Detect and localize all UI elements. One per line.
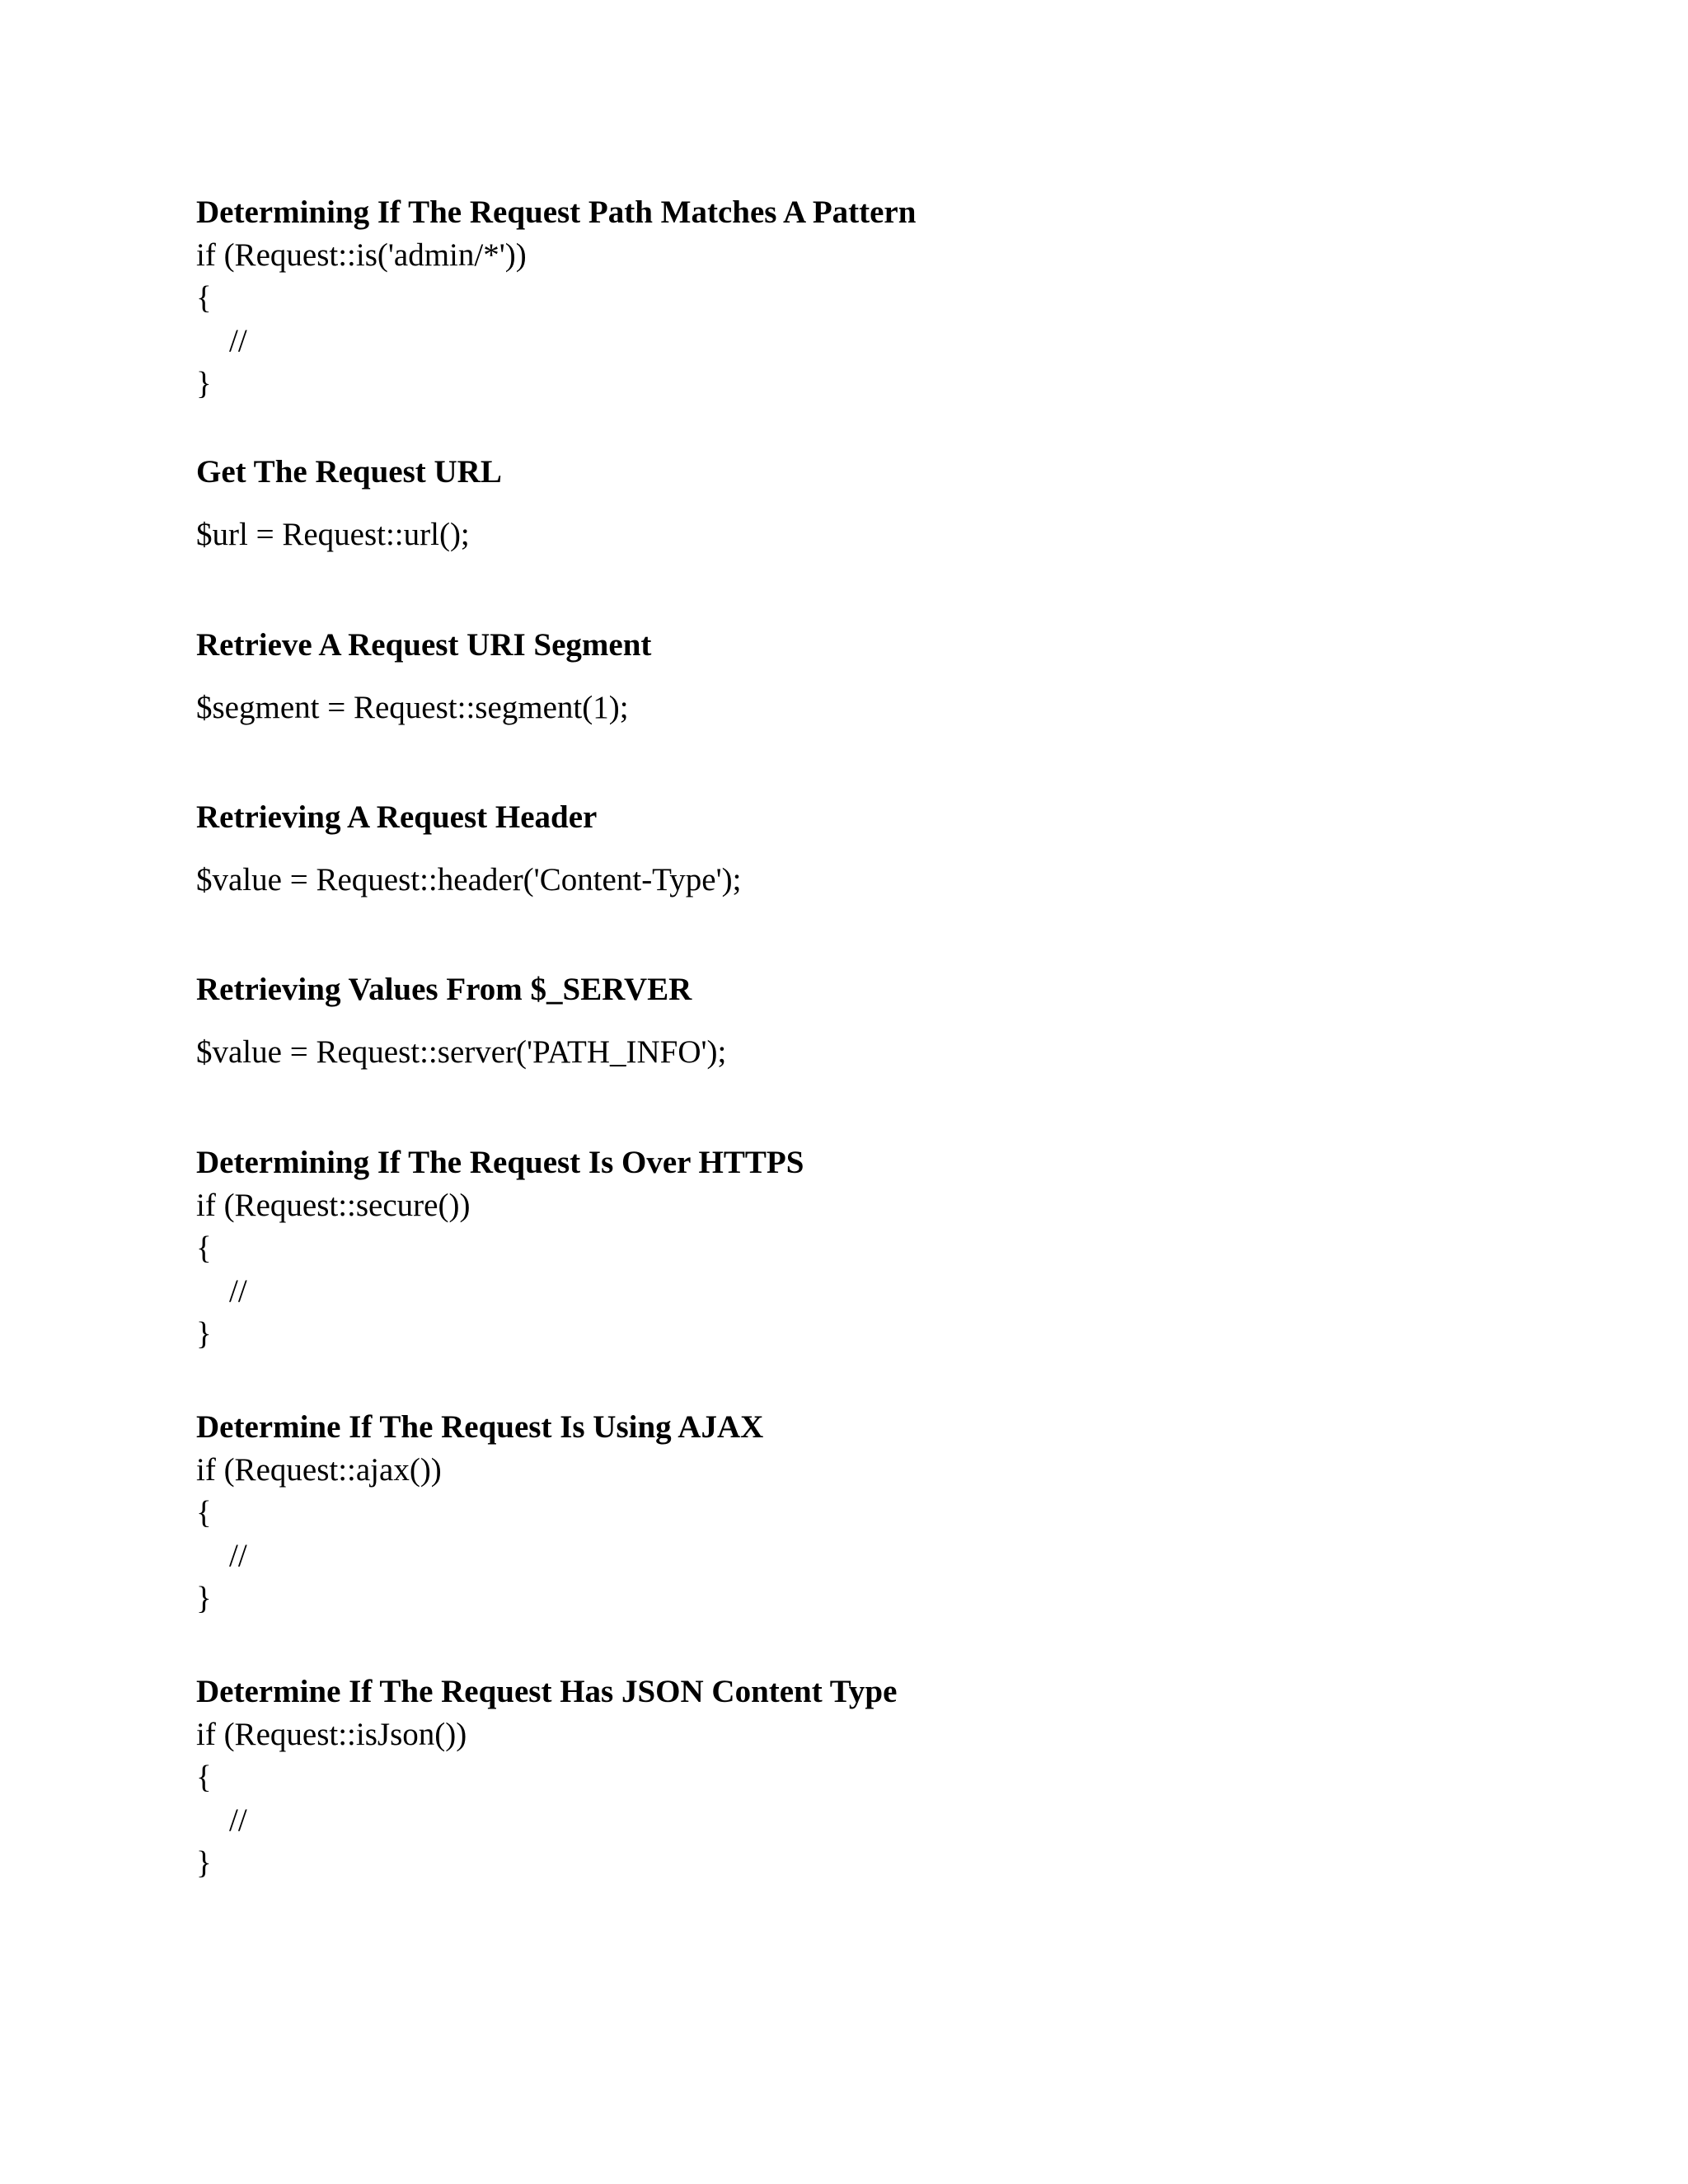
section-heading: Determining If The Request Path Matches A Pattern [196,194,917,230]
section-https [196,1141,1515,1356]
code-line: { [196,280,212,316]
code-line: { [196,1760,212,1795]
code-line: $url = Request::url(); [196,517,470,552]
code-comment: // [229,1802,247,1838]
section-uri-segment [196,624,1515,729]
section-heading: Retrieving A Request Header [196,799,598,835]
section-request-url [196,451,1515,556]
code-line: if (Request::isJson()) [196,1717,467,1752]
code-line: { [196,1230,212,1266]
code-line: } [196,1316,212,1352]
section-heading: Determining If The Request Is Over HTTPS [196,1145,804,1180]
code-comment: // [229,1538,247,1573]
code-line: if (Request::is('admin/*')) [196,237,527,273]
code-line: } [196,1581,212,1616]
section-request-header [196,796,1515,902]
code-comment: // [229,323,247,359]
code-line: if (Request::secure()) [196,1188,471,1223]
section-path-pattern [196,191,1515,405]
section-json [196,1671,1515,1885]
code-line: { [196,1495,212,1530]
section-heading: Determine If The Request Is Using AJAX [196,1409,764,1445]
code-line: $segment = Request::segment(1); [196,690,629,725]
section-heading: Get The Request URL [196,454,502,490]
code-line: } [196,366,212,401]
code-line: if (Request::ajax()) [196,1452,442,1488]
section-heading: Retrieve A Request URI Segment [196,627,652,663]
section-heading: Determine If The Request Has JSON Content Type [196,1674,898,1709]
code-comment: // [229,1273,247,1309]
code-line: $value = Request::header('Content-Type'); [196,862,742,898]
code-line: $value = Request::server('PATH_INFO'); [196,1034,727,1070]
section-ajax [196,1406,1515,1620]
section-server-values [196,968,1515,1074]
code-line: } [196,1845,212,1881]
section-heading: Retrieving Values From $_SERVER [196,972,692,1007]
